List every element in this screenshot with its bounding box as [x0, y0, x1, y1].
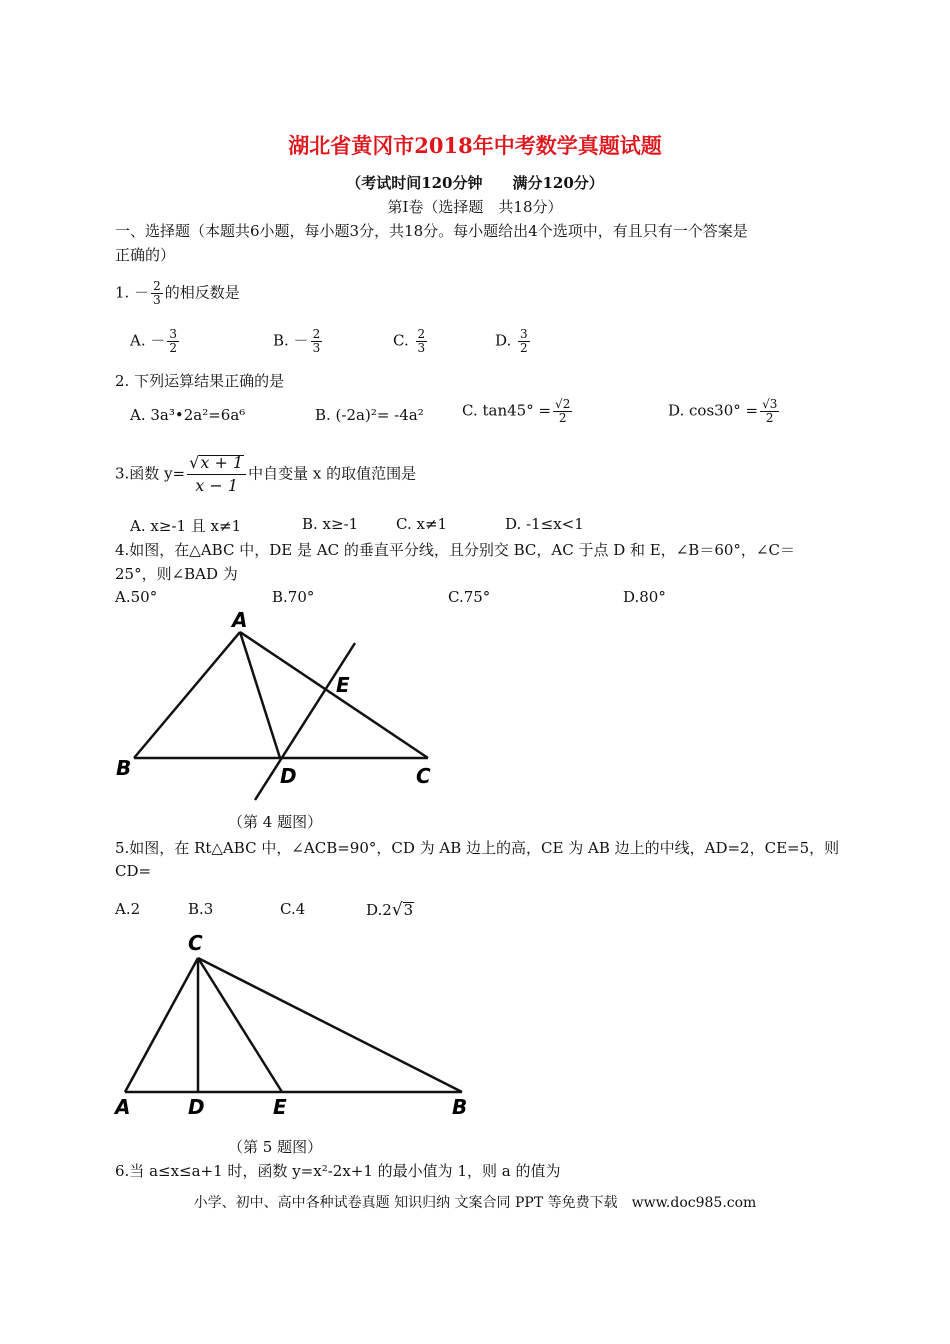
q1-d-num: 3	[520, 327, 528, 341]
q5-side-ac	[125, 958, 198, 1092]
q4-label-c: C	[416, 764, 431, 788]
q3-num-text: x + 1	[200, 453, 244, 472]
q4-segment-ad	[240, 632, 280, 758]
q1-b-label: B. －	[273, 331, 309, 350]
q3-denominator: x − 1	[195, 476, 238, 495]
q5-option-d: D.2√3	[366, 900, 414, 920]
q4-side-ab	[134, 632, 240, 758]
q4-option-d: D.80°	[623, 588, 666, 606]
q5-d-prefix: D.2	[366, 901, 392, 919]
q3-numerator: √x + 1	[187, 452, 246, 475]
q5-option-a: A.2	[115, 900, 141, 918]
q1-c-label: C.	[393, 331, 409, 350]
q5-option-c: C.4	[280, 900, 306, 918]
q2-c-num: √2	[555, 397, 571, 411]
q3-option-b: B. x≥-1	[302, 515, 359, 533]
q4-label-d: D	[280, 764, 297, 788]
q3-option-c: C. x≠1	[396, 515, 448, 533]
q4-label-e: E	[336, 673, 350, 697]
q2-d-label: D. cos30° =	[668, 401, 759, 420]
q1-a-den: 2	[169, 341, 178, 355]
q1-prefix: 1. －	[115, 283, 150, 302]
q1-a-label: A. －	[130, 331, 166, 350]
q1-c-num: 2	[417, 327, 426, 341]
q5-label-e: E	[273, 1095, 287, 1119]
q1-c-den: 3	[417, 341, 426, 355]
q5-option-b: B.3	[188, 900, 214, 918]
q1-numerator: 2	[153, 279, 161, 293]
q2-d-den: 2	[765, 411, 774, 425]
q4-figure-caption: （第 4 题图）	[228, 813, 323, 831]
q5-label-b: B	[452, 1095, 468, 1119]
question-5-line-1: 5.如图，在 Rt△ABC 中，∠ACB=90°，CD 为 AB 边上的高，CE 为 AB 边上的中线，AD=2，CE=5，则	[115, 839, 840, 857]
q2-d-num: √3	[762, 397, 778, 411]
q4-option-c: C.75°	[448, 588, 491, 606]
q4-option-b: B.70°	[272, 588, 315, 606]
page-footer: 小学、初中、高中各种试卷真题 知识归纳 文案合同 PPT 等免费下载 www.doc985.com	[193, 1195, 757, 1211]
q2-c-den: 2	[558, 411, 567, 425]
q3-prefix: 3.函数 y=	[115, 464, 186, 483]
page-title: 湖北省黄冈市2018年中考数学真题试题	[288, 133, 662, 158]
q1-denominator: 3	[153, 293, 161, 307]
instructions-line-2: 正确的）	[115, 246, 176, 264]
q5-label-c: C	[188, 931, 203, 955]
q2-option-a: A. 3a³•2a²=6a⁶	[130, 406, 246, 424]
q5-label-d: D	[188, 1095, 205, 1119]
section-heading: 第Ⅰ卷（选择题 共18分）	[387, 198, 563, 216]
q4-side-ac	[240, 632, 428, 758]
instructions-line-1: 一、选择题（本题共6小题，每小题3分，共18分。每小题给出4个选项中，有且只有一个答案是	[115, 222, 748, 240]
q4-label-b: B	[116, 756, 132, 780]
q1-b-den: 3	[312, 341, 321, 355]
q3-suffix: 中自变量 x 的取值范围是	[248, 464, 417, 483]
q5-label-a: A	[115, 1095, 131, 1119]
question-6-stem: 6.当 a≤x≤a+1 时，函数 y=x²-2x+1 的最小值为 1，则 a 的值为	[115, 1162, 561, 1180]
question-4-line-1: 4.如图，在△ABC 中，DE 是 AC 的垂直平分线，且分别交 BC，AC 于点 D 和 E，∠B＝60°，∠C＝	[115, 541, 795, 559]
question-2-stem: 2. 下列运算结果正确的是	[115, 372, 285, 390]
q5-d-root: 3	[403, 901, 414, 919]
q1-b-num: 2	[312, 327, 321, 341]
q1-a-num: 3	[169, 327, 178, 341]
q4-option-a: A.50°	[115, 588, 158, 606]
question-5-line-2: CD=	[115, 862, 152, 880]
q1-d-label: D.	[495, 331, 512, 350]
q4-label-a: A	[232, 608, 248, 632]
q1-suffix: 的相反数是	[164, 283, 240, 302]
q5-side-cb	[198, 958, 462, 1092]
q3-option-d: D. -1≤x<1	[505, 515, 584, 533]
exam-info: （考试时间120分钟 满分120分）	[346, 174, 604, 192]
q2-option-b: B. (-2a)²= -4a²	[315, 406, 424, 424]
q1-d-den: 2	[520, 341, 528, 355]
question-4-line-2: 25°，则∠BAD 为	[115, 565, 238, 583]
q3-option-a: A. x≥-1 且 x≠1	[130, 517, 242, 535]
q4-bisector-line	[255, 643, 355, 800]
q5-figure-caption: （第 5 题图）	[228, 1138, 323, 1156]
q2-c-label: C. tan45° =	[462, 401, 552, 420]
